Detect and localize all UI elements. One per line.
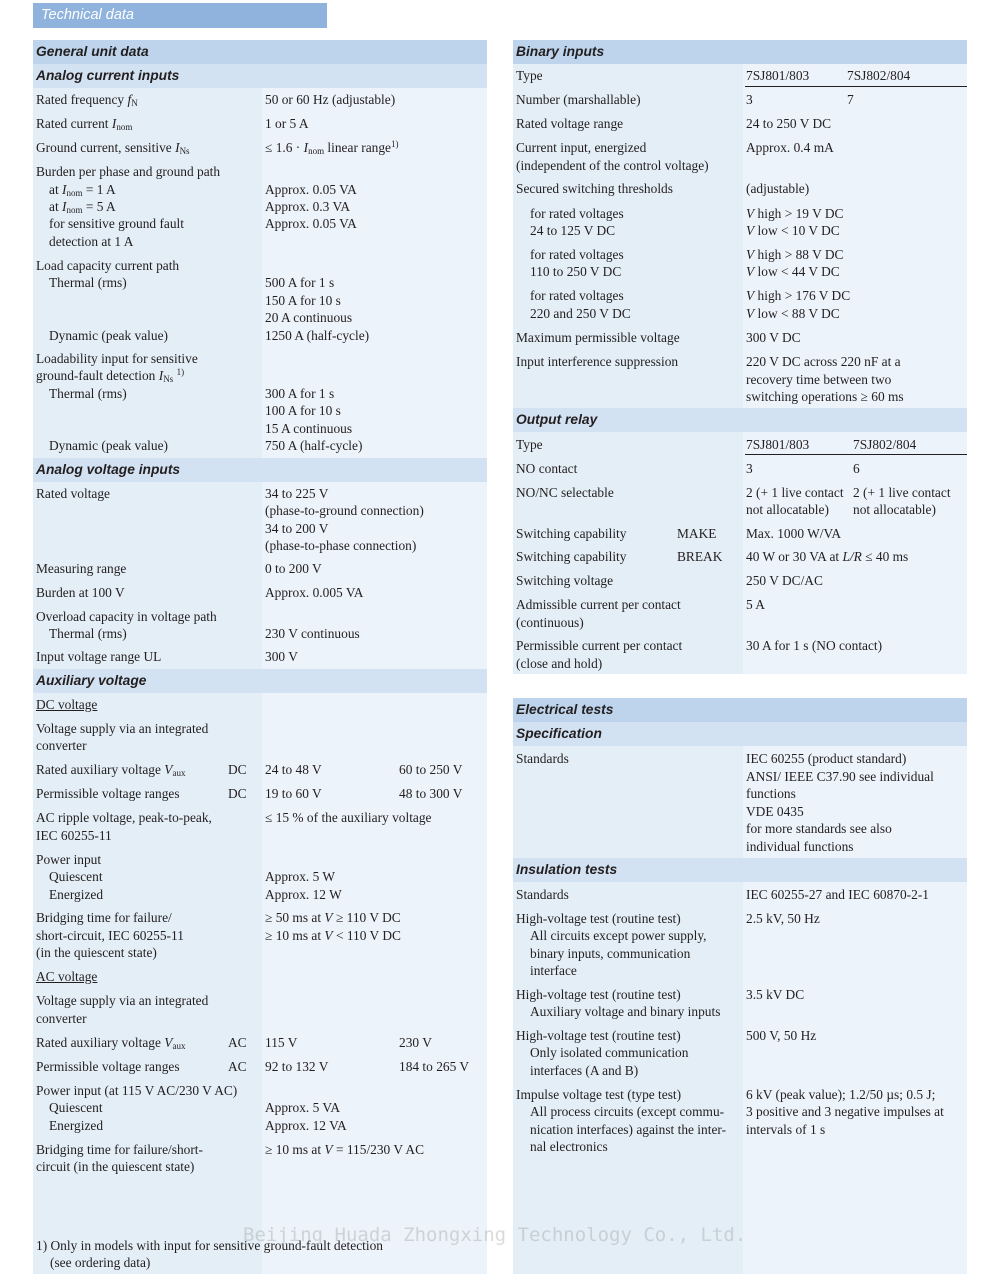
value-bridging-dc-2: ≥ 10 ms at V < 110 V DC xyxy=(265,928,401,943)
label-dc-rated-aux: Rated auxiliary voltage $V_{aux}$ xyxy=(36,762,186,778)
value-burden-sensitive: Approx. 0.05 VA xyxy=(265,216,357,231)
header-analog-voltage-inputs: Analog voltage inputs xyxy=(33,458,487,482)
label-loadability: Loadability input for sensitive xyxy=(36,351,198,366)
value-binary-type-1: 7SJ801/803 xyxy=(746,68,810,83)
label-rated-voltage: Rated voltage xyxy=(36,486,110,501)
value-load-4: 1250 A (half-cycle) xyxy=(265,328,370,343)
value-nonc-1a: 2 (+ 1 live contact xyxy=(746,485,844,500)
value-dc-perm-1: 19 to 60 V xyxy=(265,786,322,801)
label-power-energized: Energized xyxy=(49,887,104,902)
label-thr1: for rated voltages xyxy=(530,206,624,221)
value-load-1: 500 A for 1 s xyxy=(265,275,335,290)
value-ac-power-quiescent: Approx. 5 VA xyxy=(265,1100,341,1115)
label-hv3-3: interfaces (A and B) xyxy=(530,1063,639,1078)
value-standards-5: for more standards see also xyxy=(746,821,892,836)
header-analog-current-inputs: Analog current inputs xyxy=(33,64,487,88)
value-standards-3: functions xyxy=(746,786,796,801)
value-standards-4: VDE 0435 xyxy=(746,804,804,819)
value-power-energized: Approx. 12 W xyxy=(265,887,342,902)
type-dc-rated: DC xyxy=(228,762,247,777)
value-loadability-3: 15 A continuous xyxy=(265,421,353,436)
label-current-input-2: (independent of the control voltage) xyxy=(516,158,709,173)
label-admissible-2: (continuous) xyxy=(516,615,584,630)
type-break: BREAK xyxy=(677,549,723,564)
header-insulation-tests: Insulation tests xyxy=(513,858,967,882)
value-thr1-low: V low < 10 V DC xyxy=(746,223,840,238)
value-rated-current: 1 or 5 A xyxy=(265,116,309,131)
label-current-input: Current input, energized xyxy=(516,140,647,155)
right-column-tests xyxy=(513,698,967,1274)
label-max-voltage: Maximum permissible voltage xyxy=(516,330,680,345)
label-hv1-4: interface xyxy=(530,963,577,978)
value-no-contact-1: 3 xyxy=(746,461,753,476)
label-ac-power-energized: Energized xyxy=(49,1118,104,1133)
value-bridging-dc-1: ≥ 50 ms at V ≥ 110 V DC xyxy=(265,910,401,925)
value-burden-100v: Approx. 0.005 VA xyxy=(265,585,364,600)
label-standards: Standards xyxy=(516,751,569,766)
label-burden-1a: at $I_{nom} = 1$ A xyxy=(49,182,116,198)
value-thr2-high: V high > 88 V DC xyxy=(746,247,844,262)
value-ac-rated-1: 115 V xyxy=(265,1035,298,1050)
label-power-quiescent: Quiescent xyxy=(49,869,103,884)
right-column xyxy=(513,40,967,674)
label-ac-power: Power input (at 115 V AC/230 V AC) xyxy=(36,1083,238,1098)
label-ac-ripple: AC ripple voltage, peak-to-peak, xyxy=(36,810,212,825)
value-hv1: 2.5 kV, 50 Hz xyxy=(746,911,820,926)
value-max-voltage: 300 V DC xyxy=(746,330,801,345)
label-burden-sensitive-2: detection at 1 A xyxy=(49,234,134,249)
type-ac-permissible: AC xyxy=(228,1059,247,1074)
label-rated-current: Rated current $I_{nom}$ xyxy=(36,116,133,132)
header-output-relay: Output relay xyxy=(513,408,967,432)
label-hv3-2: Only isolated communication xyxy=(530,1045,689,1060)
label-burden-5a: at $I_{nom} = 5$ A xyxy=(49,199,116,215)
value-make: Max. 1000 W/VA xyxy=(746,526,842,541)
label-binary-type: Type xyxy=(516,68,543,83)
label-hv2-2: Auxiliary voltage and binary inputs xyxy=(530,1004,721,1019)
value-rated-voltage-range: 24 to 250 V DC xyxy=(746,116,832,131)
value-rated-voltage-4: (phase-to-phase connection) xyxy=(265,538,417,553)
value-rated-voltage-2: (phase-to-ground connection) xyxy=(265,503,424,518)
value-thr2-low: V low < 44 V DC xyxy=(746,264,840,279)
value-current-input: Approx. 0.4 mA xyxy=(746,140,834,155)
label-nonc: NO/NC selectable xyxy=(516,485,614,500)
value-ac-power-energized: Approx. 12 VA xyxy=(265,1118,347,1133)
value-ac-rated-2: 230 V xyxy=(399,1035,432,1050)
header-specification: Specification xyxy=(513,722,967,746)
value-break: 40 W or 30 VA at L/R ≤ 40 ms xyxy=(746,549,909,564)
label-ac-supply-2: converter xyxy=(36,1011,87,1026)
footnote-line-1: 1) Only in models with input for sensitive ground-fault detection xyxy=(36,1238,383,1253)
label-ac-permissible: Permissible voltage ranges xyxy=(36,1059,180,1074)
subheading-dc-voltage: DC voltage xyxy=(36,697,98,712)
label-loadability-thermal: Thermal (rms) xyxy=(49,386,127,401)
label-binary-number: Number (marshallable) xyxy=(516,92,641,107)
value-interference-3: switching operations ≥ 60 ms xyxy=(746,389,904,404)
value-ac-ripple: ≤ 15 % of the auxiliary voltage xyxy=(265,810,432,825)
value-dc-rated-1: 24 to 48 V xyxy=(265,762,322,777)
label-bridging-dc-2: short-circuit, IEC 60255-11 xyxy=(36,928,184,943)
value-rated-voltage-1: 34 to 225 V xyxy=(265,486,329,501)
label-overload-thermal: Thermal (rms) xyxy=(49,626,127,641)
label-output-type: Type xyxy=(516,437,543,452)
label-permissible-2: (close and hold) xyxy=(516,656,603,671)
label-ac-supply: Voltage supply via an integrated xyxy=(36,993,209,1008)
value-rated-frequency: 50 or 60 Hz (adjustable) xyxy=(265,92,396,107)
value-standards-1: IEC 60255 (product standard) xyxy=(746,751,907,766)
label-bridging-dc-3: (in the quiescent state) xyxy=(36,945,157,960)
label-hv1-2: All circuits except power supply, xyxy=(530,928,707,943)
type-make: MAKE xyxy=(677,526,717,541)
label-admissible: Admissible current per contact xyxy=(516,597,681,612)
label-load-dynamic: Dynamic (peak value) xyxy=(49,328,168,343)
value-output-type-2: 7SJ802/804 xyxy=(853,437,917,452)
value-dc-rated-2: 60 to 250 V xyxy=(399,762,463,777)
label-interference: Input interference suppression xyxy=(516,354,679,369)
value-bridging-ac: ≥ 10 ms at V = 115/230 V AC xyxy=(265,1142,424,1157)
label-load-capacity: Load capacity current path xyxy=(36,258,180,273)
value-input-ul: 300 V xyxy=(265,649,298,664)
value-burden-1a: Approx. 0.05 VA xyxy=(265,182,357,197)
label-hv1: High-voltage test (routine test) xyxy=(516,911,681,926)
value-nonc-2b: not allocatable) xyxy=(853,502,936,517)
header-auxiliary-voltage: Auxiliary voltage xyxy=(33,669,487,693)
value-nonc-2a: 2 (+ 1 live contact xyxy=(853,485,951,500)
label-rated-frequency: Rated frequency $f_N$ xyxy=(36,92,138,108)
value-standards-6: individual functions xyxy=(746,839,854,854)
label-permissible: Permissible current per contact xyxy=(516,638,683,653)
label-bridging-ac-2: circuit (in the quiescent state) xyxy=(36,1159,195,1174)
label-thr1-2: 24 to 125 V DC xyxy=(530,223,616,238)
value-hv2: 3.5 kV DC xyxy=(746,987,805,1002)
footnote-line-2: (see ordering data) xyxy=(50,1255,151,1271)
subheading-ac-voltage: AC voltage xyxy=(36,969,98,984)
watermark: Beijing Huada Zhongxing Technology Co., Ltd. xyxy=(243,1224,747,1246)
value-impulse-1: 6 kV (peak value); 1.2/50 µs; 0.5 J; xyxy=(746,1087,936,1102)
label-thr2: for rated voltages xyxy=(530,247,624,262)
label-switching-make: Switching capability xyxy=(516,526,627,541)
value-loadability-2: 100 A for 10 s xyxy=(265,403,341,418)
value-loadability-4: 750 A (half-cycle) xyxy=(265,438,363,453)
label-burden-100v: Burden at 100 V xyxy=(36,585,125,600)
value-nonc-1b: not allocatable) xyxy=(746,502,829,517)
label-impulse-4: nal electronics xyxy=(530,1139,608,1154)
label-input-ul: Input voltage range UL xyxy=(36,649,162,664)
label-ground-current: Ground current, sensitive $I_{Ns}$ xyxy=(36,140,190,156)
section-banner: Technical data xyxy=(33,3,327,28)
value-measuring-range: 0 to 200 V xyxy=(265,561,322,576)
header-binary-inputs: Binary inputs xyxy=(513,40,967,64)
value-hv3: 500 V, 50 Hz xyxy=(746,1028,817,1043)
label-hv3: High-voltage test (routine test) xyxy=(516,1028,681,1043)
label-impulse-2: All process circuits (except commu- xyxy=(530,1104,725,1119)
value-thr3-high: V high > 176 V DC xyxy=(746,288,851,303)
value-overload: 230 V continuous xyxy=(265,626,360,641)
value-power-quiescent: Approx. 5 W xyxy=(265,869,336,884)
label-no-contact: NO contact xyxy=(516,461,578,476)
value-switching-voltage: 250 V DC/AC xyxy=(746,573,823,588)
label-switching-voltage: Switching voltage xyxy=(516,573,614,588)
label-power-input: Power input xyxy=(36,852,102,867)
label-thr3: for rated voltages xyxy=(530,288,624,303)
value-thr1-high: V high > 19 V DC xyxy=(746,206,844,221)
label-rated-voltage-range: Rated voltage range xyxy=(516,116,624,131)
label-load-thermal: Thermal (rms) xyxy=(49,275,127,290)
value-ground-current: ≤ $1.6 \cdot I_{nom}$ linear range$^{1)}$ xyxy=(265,139,399,156)
label-ac-power-quiescent: Quiescent xyxy=(49,1100,103,1115)
value-binary-number-2: 7 xyxy=(847,92,854,107)
label-impulse-3: nication interfaces) against the inter- xyxy=(530,1122,727,1137)
type-ac-rated: AC xyxy=(228,1035,247,1050)
label-measuring-range: Measuring range xyxy=(36,561,127,576)
label-hv1-3: binary inputs, communication xyxy=(530,946,691,961)
value-admissible: 5 A xyxy=(746,597,765,612)
label-bridging-dc: Bridging time for failure/ xyxy=(36,910,172,925)
label-ac-rated-aux: Rated auxiliary voltage $V_{aux}$ xyxy=(36,1035,186,1051)
label-burden: Burden per phase and ground path xyxy=(36,164,221,179)
label-ac-ripple-2: IEC 60255-11 xyxy=(36,828,112,843)
value-load-3: 20 A continuous xyxy=(265,310,353,325)
value-binary-type-2: 7SJ802/804 xyxy=(847,68,911,83)
value-permissible: 30 A for 1 s (NO contact) xyxy=(746,638,883,653)
value-binary-number-1: 3 xyxy=(746,92,753,107)
value-rated-voltage-3: 34 to 200 V xyxy=(265,521,329,536)
label-ins-standards: Standards xyxy=(516,887,569,902)
label-dc-supply-2: converter xyxy=(36,738,87,753)
value-impulse-2: 3 positive and 3 negative impulses at xyxy=(746,1104,944,1119)
label-switching-break: Switching capability xyxy=(516,549,627,564)
value-load-2: 150 A for 10 s xyxy=(265,293,341,308)
label-dc-supply: Voltage supply via an integrated xyxy=(36,721,209,736)
label-overload: Overload capacity in voltage path xyxy=(36,609,217,624)
value-impulse-3: intervals of 1 s xyxy=(746,1122,826,1137)
type-dc-permissible: DC xyxy=(228,786,247,801)
value-dc-perm-2: 48 to 300 V xyxy=(399,786,463,801)
value-interference-2: recovery time between two xyxy=(746,372,892,387)
label-thr2-2: 110 to 250 V DC xyxy=(530,264,622,279)
label-loadability-2: ground-fault detection $I_{Ns}$ $^{1)}$ xyxy=(36,367,185,384)
label-thr3-2: 220 and 250 V DC xyxy=(530,306,631,321)
value-ac-perm-1: 92 to 132 V xyxy=(265,1059,329,1074)
label-loadability-dynamic: Dynamic (peak value) xyxy=(49,438,168,453)
header-electrical-tests: Electrical tests xyxy=(513,698,967,722)
value-switching-thresholds: (adjustable) xyxy=(746,181,810,196)
label-impulse: Impulse voltage test (type test) xyxy=(516,1087,682,1102)
header-general-unit-data: General unit data xyxy=(33,40,487,64)
output-type-divider xyxy=(745,454,967,455)
label-bridging-ac: Bridging time for failure/short- xyxy=(36,1142,203,1157)
left-column xyxy=(33,40,487,1274)
value-loadability-1: 300 A for 1 s xyxy=(265,386,335,401)
value-standards-2: ANSI/ IEEE C37.90 see individual xyxy=(746,769,934,784)
type-divider xyxy=(745,86,967,87)
value-ac-perm-2: 184 to 265 V xyxy=(399,1059,470,1074)
value-output-type-1: 7SJ801/803 xyxy=(746,437,810,452)
value-burden-5a: Approx. 0.3 VA xyxy=(265,199,351,214)
value-no-contact-2: 6 xyxy=(853,461,860,476)
value-interference-1: 220 V DC across 220 nF at a xyxy=(746,354,901,369)
label-hv2: High-voltage test (routine test) xyxy=(516,987,681,1002)
label-burden-sensitive: for sensitive ground fault xyxy=(49,216,184,231)
value-ins-standards: IEC 60255-27 and IEC 60870-2-1 xyxy=(746,887,929,902)
label-switching-thresholds: Secured switching thresholds xyxy=(516,181,673,196)
value-thr3-low: V low < 88 V DC xyxy=(746,306,840,321)
label-dc-permissible: Permissible voltage ranges xyxy=(36,786,180,801)
